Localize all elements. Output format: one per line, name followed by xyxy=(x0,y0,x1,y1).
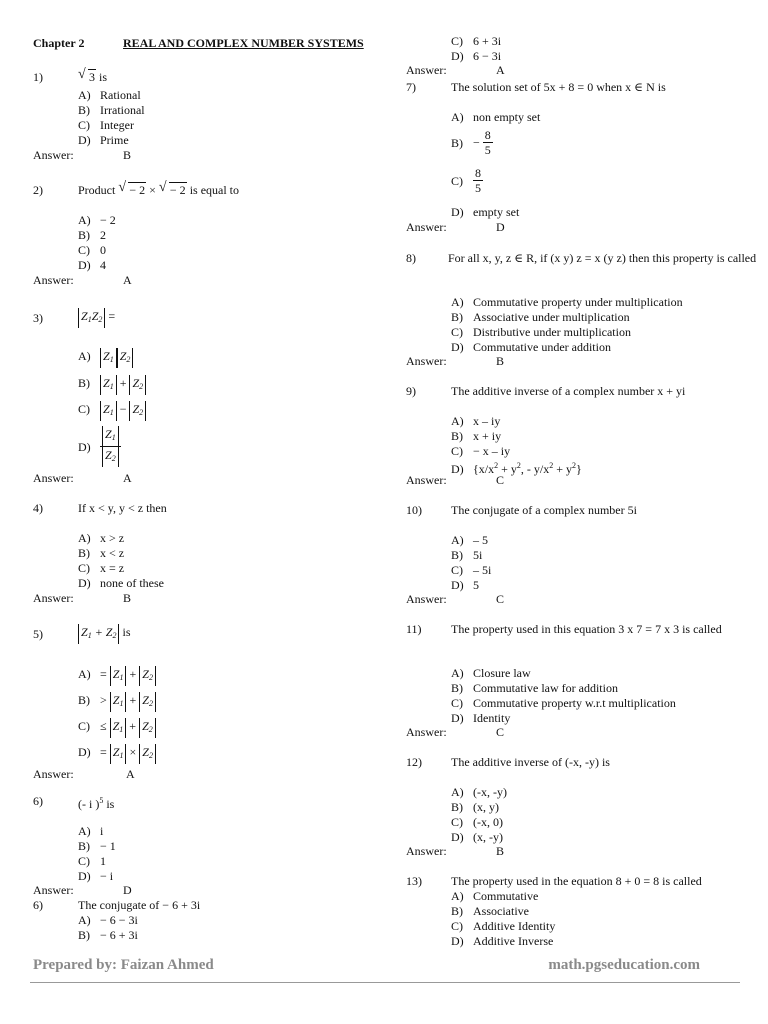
answer-row: Answer: B xyxy=(33,148,132,162)
question-text: The solution set of 5x + 8 = 0 when x ∈ N is xyxy=(451,80,666,94)
option-d: D) Commutative under addition xyxy=(451,340,611,354)
question-text: If x < y, y < z then xyxy=(78,501,167,515)
option-d: D) Additive Inverse xyxy=(451,934,554,948)
option-d: D) $\frac{Z_1}{Z_2}$ xyxy=(78,426,121,467)
question-text: Product √ − 2 × √ − 2 is equal to xyxy=(78,180,240,197)
option-a: A) non empty set xyxy=(451,110,541,124)
answer-row: Answer: B xyxy=(33,591,132,605)
answer-row: Answer: D xyxy=(406,220,505,234)
question-text: √ 3 is xyxy=(78,67,108,84)
option-b: B) Associative xyxy=(451,904,529,918)
option-b: B) − 1 xyxy=(78,839,116,853)
answer-row: Answer: C xyxy=(406,592,505,606)
option-b: B) x < z xyxy=(78,546,125,560)
question-number: 11) xyxy=(406,622,422,636)
option-d: D) 5 xyxy=(451,578,479,592)
question-number: 9) xyxy=(406,384,416,398)
square-root: √ 3 xyxy=(78,67,95,84)
option-c: C) 0 xyxy=(78,243,106,257)
option-d: $D) = Z_1 \times Z_2$ xyxy=(78,744,156,764)
option-b: B) Irrational xyxy=(78,103,145,117)
option-a: A) x > z xyxy=(78,531,125,545)
question-text: $Z_1 + Z_2$ is xyxy=(78,624,383,644)
footer-divider xyxy=(30,982,740,983)
question-text: The conjugate of a complex number 5i xyxy=(451,503,637,517)
option-b: B) 5i xyxy=(451,548,483,562)
abs-z1z2: $Z_1Z_2$ xyxy=(78,308,105,328)
option-a: A) i xyxy=(78,824,104,838)
question-number: 10) xyxy=(406,503,422,517)
question-number: 3) xyxy=(33,311,43,325)
option-a: $A) = Z_1 + Z_2$ xyxy=(78,666,156,686)
option-b: B) $Z_1 + Z_2$ xyxy=(78,375,146,395)
page-title: REAL AND COMPLEX NUMBER SYSTEMS xyxy=(123,36,364,50)
option-c: C) Integer xyxy=(78,118,134,132)
question-number: 6) xyxy=(33,794,43,808)
option-c: C) – 5i xyxy=(451,563,492,577)
option-b: B) − $\frac{8}{5}$ xyxy=(451,128,491,157)
question-text: For all x, y, z ∈ R, if (x y) z = x (y z) then this property is called xyxy=(448,251,757,265)
question-number: 1) xyxy=(33,70,43,84)
option-c: C) − x – iy xyxy=(451,444,511,458)
answer-row: Answer: C xyxy=(406,725,505,739)
answer-row: Answer: A xyxy=(33,471,132,485)
option-b: $B) > Z_1 + Z_2$ xyxy=(78,692,156,712)
answer-value: D xyxy=(123,883,132,897)
question-number: 13) xyxy=(406,874,422,888)
answer-value: C xyxy=(496,592,505,606)
answer-value: A xyxy=(496,63,505,77)
answer-value: B xyxy=(123,591,132,605)
answer-row: Answer: B xyxy=(406,844,505,858)
question-number: 8) xyxy=(406,251,416,265)
option-a: A) − 2 xyxy=(78,213,116,227)
option-b: B) Associative under multiplication xyxy=(451,310,630,324)
option-d: D) empty set xyxy=(451,205,520,219)
option-d: D) (x, -y) xyxy=(451,830,503,844)
option-d: D) 6 − 3i xyxy=(451,49,502,63)
option-d: D) Prime xyxy=(78,133,129,147)
question-number: 6) xyxy=(33,898,43,912)
option-c: C) (-x, 0) xyxy=(451,815,503,829)
option-b: B) (x, y) xyxy=(451,800,499,814)
option-a: A) Commutative property under multiplication xyxy=(451,295,683,309)
option-c: C) $\frac{8}{5}$ xyxy=(451,166,481,195)
answer-value: C xyxy=(496,473,505,487)
answer-row: Answer: C xyxy=(406,473,505,487)
chapter-label: Chapter 2 xyxy=(33,36,85,50)
option-b: B) − 6 + 3i xyxy=(78,928,138,942)
option-c: C) Commutative property w.r.t multiplication xyxy=(451,696,676,710)
author-credit: Prepared by: Faizan Ahmed xyxy=(33,957,214,973)
option-b: B) x + iy xyxy=(451,429,502,443)
option-c: C) Additive Identity xyxy=(451,919,556,933)
option-d: D) 4 xyxy=(78,258,106,272)
answer-row: Answer: A xyxy=(406,63,505,77)
answer-value: C xyxy=(496,725,505,739)
answer-value: B xyxy=(123,148,132,162)
answer-value: A xyxy=(123,471,132,485)
question-text: (- i )$^5$ is xyxy=(78,796,115,811)
question-number: 12) xyxy=(406,755,422,769)
option-c: C) 1 xyxy=(78,854,106,868)
question-number: 4) xyxy=(33,501,43,515)
option-d: D) none of these xyxy=(78,576,164,590)
page-footer xyxy=(30,957,740,981)
option-d: D) Identity xyxy=(451,711,511,725)
option-a: A) x – iy xyxy=(451,414,501,428)
option-c: $C) \le Z_1 + Z_2$ xyxy=(78,718,156,738)
answer-value: B xyxy=(496,844,505,858)
question-text: The property used in this equation 3 x 7 = 7 x 3 is called xyxy=(451,622,722,636)
answer-row: Answer: D xyxy=(33,883,132,897)
question-text: The additive inverse of a complex number x + yi xyxy=(451,384,686,398)
option-a: A) – 5 xyxy=(451,533,488,547)
answer-row: Answer: A xyxy=(33,767,135,781)
option-b: B) 2 xyxy=(78,228,106,242)
option-a: A) (-x, -y) xyxy=(451,785,507,799)
option-c: C) Distributive under multiplication xyxy=(451,325,631,339)
answer-row: Answer: A xyxy=(33,273,132,287)
answer-value: D xyxy=(496,220,505,234)
answer-value: A xyxy=(123,273,132,287)
option-a: A) Closure law xyxy=(451,666,531,680)
question-text: The conjugate of − 6 + 3i xyxy=(78,898,201,912)
option-a: A) Rational xyxy=(78,88,141,102)
answer-row: Answer: B xyxy=(406,354,505,368)
answer-value: B xyxy=(496,354,505,368)
question-number: 2) xyxy=(33,183,43,197)
option-a: A) − 6 − 3i xyxy=(78,913,138,927)
option-d: D) − i xyxy=(78,869,114,883)
option-c: C) 6 + 3i xyxy=(451,34,502,48)
option-c: C) $Z_1 - Z_2$ xyxy=(78,401,146,421)
option-a: A) Commutative xyxy=(451,889,539,903)
website-link[interactable]: math.pgseducation.com xyxy=(548,957,700,973)
question-text: The additive inverse of (-x, -y) is xyxy=(451,755,610,769)
option-b: B) Commutative law for addition xyxy=(451,681,618,695)
question-number: 5) xyxy=(33,627,43,641)
question-number: 7) xyxy=(406,80,416,94)
question-text: $Z_1Z_2$ = xyxy=(78,308,383,328)
option-a: A) $Z_1$ $Z_2$ xyxy=(78,348,133,368)
option-d: D) {$x/x^2 + y^2$, - $y/x^2 + y^2$} xyxy=(451,461,582,476)
option-c: C) x = z xyxy=(78,561,125,575)
question-text: The property used in the equation 8 + 0 = 8 is called xyxy=(451,874,702,888)
answer-value: A xyxy=(126,767,135,781)
